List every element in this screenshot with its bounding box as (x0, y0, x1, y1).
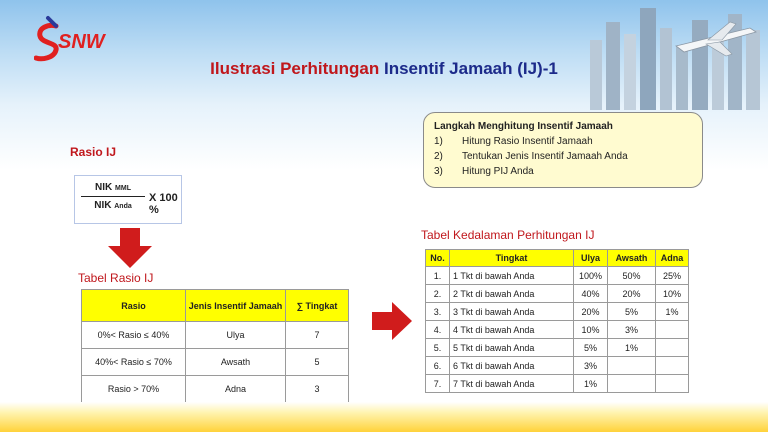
table-cell: Adna (186, 376, 286, 403)
table-cell: Ulya (186, 322, 286, 349)
table-cell: 1% (656, 303, 689, 321)
formula-multiplier: X 100 % (149, 192, 178, 216)
formula-numerator: NIK (95, 182, 113, 193)
table-cell (656, 339, 689, 357)
table-cell: 3 (286, 376, 349, 403)
column-header: ∑ Tingkat (286, 290, 349, 322)
tabel-rasio-label: Tabel Rasio IJ (78, 271, 154, 285)
table-cell: 10% (656, 285, 689, 303)
arrow-down-icon (108, 228, 152, 268)
table-cell: 3. (426, 303, 450, 321)
table-cell: 7 (286, 322, 349, 349)
table-cell: 5% (574, 339, 608, 357)
table-row (82, 376, 349, 403)
table-cell: 5 (286, 349, 349, 376)
tabel-kedalaman (425, 249, 689, 393)
title-part1: Ilustrasi Perhitungan (210, 59, 380, 78)
steps-box (423, 112, 703, 188)
city-skyline-illustration (580, 0, 768, 110)
table-cell: 3 Tkt di bawah Anda (450, 303, 574, 321)
column-header: Awsath (608, 250, 656, 267)
title-part2: Insentif Jamaah (IJ)-1 (384, 59, 558, 78)
table-cell: 3% (574, 357, 608, 375)
step-text: Hitung PIJ Anda (462, 166, 534, 177)
column-header: No. (426, 250, 450, 267)
table-cell: 7 Tkt di bawah Anda (450, 375, 574, 393)
column-header: Rasio (82, 290, 186, 322)
table-cell: 25% (656, 267, 689, 285)
table-cell: 2. (426, 285, 450, 303)
bottom-decorative-bar (0, 402, 768, 432)
table-cell: 0%< Rasio ≤ 40% (82, 322, 186, 349)
table-cell: Awsath (186, 349, 286, 376)
table-cell: 40%< Rasio ≤ 70% (82, 349, 186, 376)
step-text: Tentukan Jenis Insentif Jamaah Anda (462, 151, 628, 162)
table-row (426, 267, 689, 285)
table-cell (656, 375, 689, 393)
table-cell: 1. (426, 267, 450, 285)
table-cell: Rasio > 70% (82, 376, 186, 403)
table-cell: 1% (608, 339, 656, 357)
table-cell: 6 Tkt di bawah Anda (450, 357, 574, 375)
table-cell: 6. (426, 357, 450, 375)
tabel-rasio (81, 289, 349, 403)
table-cell: 20% (608, 285, 656, 303)
column-header: Tingkat (450, 250, 574, 267)
step-item (434, 164, 692, 179)
step-number: 1) (434, 136, 443, 147)
table-cell (656, 321, 689, 339)
step-number: 3) (434, 166, 443, 177)
arrow-right-icon (372, 302, 412, 340)
table-row (426, 357, 689, 375)
step-item (434, 149, 692, 164)
table-cell: 50% (608, 267, 656, 285)
table-cell: 1% (574, 375, 608, 393)
table-row (426, 285, 689, 303)
formula-denominator-sub: Anda (114, 203, 132, 210)
step-text: Hitung Rasio Insentif Jamaah (462, 136, 593, 147)
table-cell (608, 357, 656, 375)
rasio-label: Rasio IJ (70, 145, 117, 159)
rasio-formula (74, 175, 182, 224)
table-cell (608, 375, 656, 393)
formula-fraction (81, 182, 145, 211)
formula-numerator-sub: MML (115, 185, 131, 192)
fraction-line (81, 196, 145, 197)
table-header-row (426, 250, 689, 267)
table-row (426, 375, 689, 393)
table-cell: 5 Tkt di bawah Anda (450, 339, 574, 357)
table-cell: 100% (574, 267, 608, 285)
table-cell: 5% (608, 303, 656, 321)
column-header: Ulya (574, 250, 608, 267)
column-header: Adna (656, 250, 689, 267)
table-row (426, 321, 689, 339)
table-row (426, 303, 689, 321)
page-title (0, 59, 768, 79)
steps-heading: Langkah Menghitung Insentif Jamaah (434, 121, 613, 132)
table-row (82, 349, 349, 376)
step-item (434, 134, 692, 149)
table-cell: 5. (426, 339, 450, 357)
column-header: Jenis Insentif Jamaah (186, 290, 286, 322)
table-cell: 1 Tkt di bawah Anda (450, 267, 574, 285)
table-cell: 4. (426, 321, 450, 339)
formula-denominator: NIK (94, 200, 112, 211)
tabel-kedalaman-label: Tabel Kedalaman Perhitungan IJ (421, 228, 595, 242)
svg-text:SNW: SNW (58, 31, 105, 53)
table-cell: 10% (574, 321, 608, 339)
table-cell: 7. (426, 375, 450, 393)
table-row (426, 339, 689, 357)
table-cell: 2 Tkt di bawah Anda (450, 285, 574, 303)
table-header-row (82, 290, 349, 322)
step-number: 2) (434, 151, 443, 162)
table-cell (656, 357, 689, 375)
table-cell: 20% (574, 303, 608, 321)
table-cell: 4 Tkt di bawah Anda (450, 321, 574, 339)
table-cell: 40% (574, 285, 608, 303)
table-cell: 3% (608, 321, 656, 339)
table-row (82, 322, 349, 349)
